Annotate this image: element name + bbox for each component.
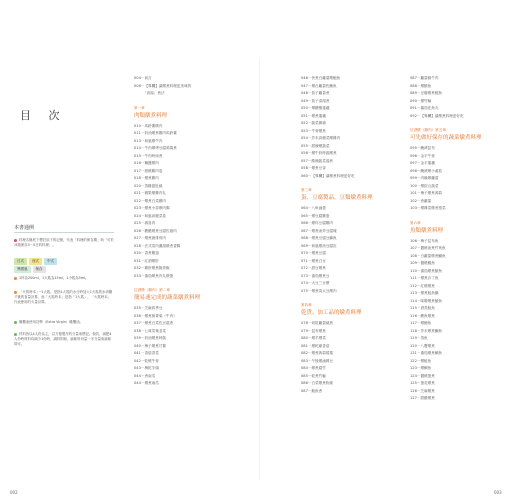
- toc-entry[interactable]: 015－牛肉時雨煮: [134, 153, 163, 158]
- toc-entry[interactable]: 068－燉煮豆腐豆鰺魚: [301, 236, 337, 240]
- red-dot-icon: [14, 239, 17, 242]
- legend-note-text: 材料皆以4人份為主，以方便製作的分量來標記。倘若，減肥4人份時材料均減少1份時，調料則和，調味料份量一半分量來調味即可。: [14, 332, 112, 346]
- toc-entry[interactable]: 052－蔬菜雜燴: [301, 121, 326, 125]
- toc-entry[interactable]: 043－梅乾芋頭: [134, 366, 159, 370]
- page-number-right: 003: [494, 490, 502, 495]
- toc-entry[interactable]: 032－雞肝燉煮脆青椒: [134, 266, 170, 270]
- toc-entry[interactable]: 016－麵醬燉肉: [134, 161, 159, 165]
- orange-dot-icon: [14, 277, 17, 280]
- chapter-title: 可先做好保存的蔬菜燉煮料理: [410, 135, 482, 141]
- toc-entry[interactable]: 036－燉煮蕪菁葉（牛肉）: [134, 313, 177, 318]
- toc-entry[interactable]: 092－【專欄】讓燉煮料理更好吃: [410, 113, 464, 118]
- toc-entry[interactable]: 119－蒸魚: [410, 336, 428, 340]
- toc-entry[interactable]: 031－紅酒燉肝: [134, 258, 159, 263]
- legend-note-text: 1杯為200ml，1大匙為15ml，1小匙為5ml。: [19, 276, 89, 280]
- toc-entry[interactable]: 023－燉煮小蒜燉肉腸: [134, 206, 170, 210]
- tag-chinese: 中式: [44, 258, 57, 265]
- toc-entry[interactable]: 103－燉雜菜燉煮根菜: [410, 206, 446, 210]
- toc-entry[interactable]: 107－醬燒油煮竹莢魚: [410, 246, 446, 250]
- toc-entry[interactable]: 037－燉煮白菜佐豆腐煮: [134, 321, 174, 325]
- toc-entry[interactable]: 021－蘋果燉雞肉丸: [134, 191, 167, 195]
- toc-entry[interactable]: 097－金平蓮藕: [410, 161, 435, 165]
- toc-entry[interactable]: 033－番茄燉煮肉丸燉蛋: [134, 273, 174, 278]
- chapter-title: 魚類燉煮料理: [410, 227, 444, 234]
- toc-entry[interactable]: 084－燉煮腐竹: [301, 366, 326, 370]
- legend-note-text: 「火的時本」─1大匙，是指1大匙的水分時加入1大匙的水到剛才後的食量計算，而「大匙時本」是指「1大匙」，「大匙時本」代表使用的火量計算。: [14, 290, 113, 304]
- toc-entry[interactable]: 050－燉糖醋蓮藕: [301, 106, 330, 110]
- toc-entry[interactable]: 121－番茄燉煮鯛魚: [410, 351, 443, 355]
- toc-entry[interactable]: 102－煮蘿蔔: [410, 198, 432, 203]
- legend-note-text: 橄欖油使用初榨（Extra Virgin）橄欖油。: [19, 320, 83, 324]
- legend-tags-row-2: [14, 266, 46, 273]
- toc-entry[interactable]: 018－燉煮雞肉: [134, 176, 159, 180]
- legend-box: [14, 224, 114, 346]
- toc-entry[interactable]: 090－燉竹輪: [410, 98, 432, 103]
- toc-entry[interactable]: 082－燉煮蒟蒻捲捲: [301, 351, 334, 355]
- orange-dot-icon: [14, 291, 17, 294]
- legend-note-5: [14, 332, 114, 347]
- toc-entry[interactable]: 091－蕃茄佐魚丸: [410, 106, 439, 110]
- toc-entry[interactable]: 100－燉綜合蔬菜: [410, 183, 439, 188]
- toc-entry[interactable]: 112－紅燒燉煮: [410, 283, 435, 288]
- toc-entry[interactable]: 「高湯」煮法: [134, 91, 165, 95]
- chapter-title: 簡易速完成的蔬菜燉煮料理: [134, 295, 201, 301]
- chapter-title: 肉類燉煮料理: [134, 112, 168, 119]
- toc-entry[interactable]: 074－大豆三豆燉: [301, 281, 330, 285]
- toc-entry[interactable]: 075－燉煮黃大豆燉肉: [301, 288, 337, 293]
- toc-entry[interactable]: 054－芥末高麗菜燉雞肉: [301, 136, 341, 140]
- toc-entry[interactable]: 086－白菜燉煮粉絲: [301, 381, 334, 385]
- toc-entry[interactable]: 109－醬燒鰈魚: [410, 261, 435, 265]
- tag-japanese: 日式: [14, 258, 27, 265]
- toc-entry[interactable]: 079－昆布燉煮: [301, 328, 326, 333]
- toc-entry[interactable]: 110－番茄燉煮鯖魚: [410, 268, 443, 273]
- toc-entry[interactable]: 064－八角滷蛋: [301, 206, 326, 210]
- toc-entry[interactable]: 058－燉煮豆芽: [301, 166, 326, 170]
- legend-note-2: [14, 276, 114, 281]
- toc-entry[interactable]: 035－芝麻四季豆: [134, 306, 163, 310]
- toc-entry[interactable]: 022－燉煮白菜雞肉: [134, 198, 167, 203]
- legend-note-text: 料理名稱底下標註如下的記號，代表「料理的保存期」與「可於冰箱保存3～5日的料理」。: [14, 238, 114, 247]
- toc-entry[interactable]: 099－肉燥燉蘿蔔: [410, 176, 439, 180]
- toc-entry[interactable]: 051－燉煮蓮藕: [301, 113, 326, 118]
- toc-entry[interactable]: 073－番茄燉煮豆: [301, 273, 330, 278]
- toc-entry[interactable]: 013－和風燉牛肉: [134, 138, 163, 143]
- toc-entry[interactable]: 101－梅子燉煮蒟蒻: [410, 191, 443, 195]
- toc-entry[interactable]: 047－燉白蘿蔔佐鮪魚: [301, 83, 337, 88]
- tag-exotic: 異國風: [14, 266, 31, 273]
- toc-entry[interactable]: 071－燉煮白豆: [301, 258, 326, 263]
- toc-entry[interactable]: 089－豆瓣燉煮鱈魚: [410, 91, 443, 95]
- toc-spacer: [410, 120, 482, 127]
- toc-entry[interactable]: 010－馬鈴薯燉肉: [134, 123, 163, 128]
- toc-entry[interactable]: 117－燉鮪魚: [410, 321, 432, 325]
- page-number-left: 002: [10, 490, 18, 495]
- chapter-label: 第六章: [410, 220, 421, 225]
- toc-entry[interactable]: 098－醃漬燉小番茄: [410, 168, 443, 173]
- toc-column-2: [301, 75, 373, 395]
- tag-preserve: 保存: [33, 266, 46, 273]
- green-dot-icon: [14, 321, 17, 324]
- chapter-label: 第三章: [301, 188, 312, 192]
- toc-spacer: [301, 180, 373, 187]
- toc-entry[interactable]: 026－糖醋燉煮豆腐佐豬肉: [134, 228, 177, 233]
- toc-entry[interactable]: 078－切乾蘿蔔絲煮: [301, 321, 334, 325]
- toc-entry[interactable]: 067－燉煮油炸豆腐塊: [301, 228, 337, 233]
- toc-entry[interactable]: 040－梅子燉煮甘薯: [134, 343, 167, 348]
- chapter-title: 乾貨、加工品的燉煮料理: [301, 310, 362, 316]
- toc-entry[interactable]: 024－和風高麗菜卷: [134, 213, 167, 218]
- toc-entry[interactable]: 056－燉牛奶時蔬燉煮: [301, 151, 337, 155]
- toc-entry[interactable]: 118－芥末燉煮鰤魚: [410, 328, 443, 333]
- toc-entry[interactable]: 124－醬燒蛋煮: [410, 373, 435, 378]
- toc-entry[interactable]: 011－奶油燉煮雞肉馬鈴薯: [134, 131, 177, 135]
- toc-entry[interactable]: 065－燉豆腐雞蛋: [301, 213, 330, 218]
- toc-entry[interactable]: 017－照燒雞肉卷: [134, 168, 163, 173]
- toc-entry[interactable]: 020－蒸雞翅肚絲: [134, 183, 163, 188]
- toc-entry[interactable]: 116－鰹魚燉煮: [410, 313, 435, 318]
- toc-entry[interactable]: 088－燉鯖魚: [410, 83, 432, 88]
- toc-entry[interactable]: 053－牛蒡燉煮: [301, 128, 326, 133]
- toc-entry[interactable]: 126－芝麻燉煮: [410, 388, 435, 393]
- toc-entry[interactable]: 085－乾煮竹輪: [301, 373, 326, 378]
- legend-tags-row-1: [14, 258, 57, 265]
- toc-entry[interactable]: 120－八寶燉煮: [410, 343, 435, 348]
- tag-western: 西式: [29, 258, 42, 265]
- toc-entry[interactable]: 114－味噌燉煮鯖魚: [410, 298, 443, 303]
- toc-entry[interactable]: 080－燉羊栖菜: [301, 336, 326, 340]
- toc-entry[interactable]: 111－燉煮沙丁魚: [410, 276, 439, 280]
- toc-entry[interactable]: 125－蛋花燉煮: [410, 381, 435, 385]
- toc-entry[interactable]: 046－快煮白蘿蔔燉鮑魚: [301, 76, 341, 80]
- toc-entry[interactable]: 044－燉煮南瓜: [134, 381, 159, 385]
- toc-entry[interactable]: 039－奶油燉煮時蔬: [134, 336, 167, 340]
- toc-entry[interactable]: 115－酒蒸鮭魚: [410, 306, 435, 310]
- page-spine: [259, 60, 260, 480]
- toc-entry[interactable]: 025－壽喜肉: [134, 221, 156, 225]
- toc-entry[interactable]: 028－法式菜肉濃湯燉煮香腸: [134, 243, 181, 248]
- toc-entry[interactable]: 072－甜豆燉煮: [301, 266, 326, 270]
- toc-entry[interactable]: 038－七味菜葉韭菜: [134, 328, 167, 333]
- toc-entry[interactable]: 014－牛肉燉烤豆腐蒟蒻煮: [134, 146, 177, 150]
- legend-divider: [14, 232, 114, 233]
- legend-note-4: [14, 320, 114, 325]
- toc-entry[interactable]: 048－茄子蘿蔔煮: [301, 91, 330, 95]
- toc-entry[interactable]: 108－白蘿蔔燉煮鰤魚: [410, 253, 446, 258]
- chapter-title: 蛋、豆腐製品、豆類燉煮料理: [301, 195, 373, 201]
- toc-entry[interactable]: 122－燉鮭魚: [410, 358, 432, 363]
- chapter-label: 紅酒燉（雞肉）第五章: [410, 128, 446, 132]
- toc-entry[interactable]: 127－甜醋燉煮: [410, 396, 435, 400]
- toc-entry[interactable]: 081－燉乾燥香菇: [301, 343, 330, 348]
- toc-entry[interactable]: 096－金平牛蒡: [410, 153, 435, 158]
- toc-entry[interactable]: 083－午後燉滷雜豆: [301, 358, 334, 363]
- toc-entry[interactable]: 087－蘿蔔絲牛肉: [410, 76, 439, 80]
- toc-entry[interactable]: 042－乾燒牛蒡: [134, 358, 159, 363]
- toc-column-1: [134, 75, 200, 388]
- toc-entry[interactable]: 087－魷魚煮: [301, 388, 323, 393]
- toc-entry[interactable]: 069－和風燉油豆腐皮: [301, 243, 337, 248]
- toc-entry[interactable]: 004－前言: [134, 76, 152, 80]
- toc-entry[interactable]: 060－【專欄】讓燉煮料理更好吃: [301, 173, 355, 178]
- toc-column-3: [410, 75, 482, 403]
- toc-spacer: [410, 213, 482, 220]
- toc-entry[interactable]: 123－燉鯛魚: [410, 366, 432, 370]
- legend-note-1: [14, 238, 114, 248]
- toc-entry[interactable]: 044－煮南瓜: [134, 373, 156, 378]
- toc-entry[interactable]: 106－梅子昆布魚: [410, 238, 439, 243]
- toc-entry[interactable]: 066－燉炸豆腐雞肉: [301, 221, 334, 225]
- toc-entry[interactable]: 030－香煮雞翅: [134, 251, 159, 255]
- legend-title: 本書通例: [14, 225, 35, 231]
- toc-spacer: [134, 98, 200, 105]
- legend-note-3: [14, 290, 114, 305]
- toc-entry[interactable]: 113－燉煮鮭魚鍋: [410, 291, 439, 295]
- toc-spacer: [134, 280, 200, 287]
- toc-entry[interactable]: 041－香菇香菜: [134, 351, 159, 355]
- toc-entry[interactable]: 057－酸辣蔬菜湯煮: [301, 158, 334, 163]
- green-dot-icon: [14, 333, 17, 336]
- toc-entry[interactable]: 055－甜辣燉蔬菜: [301, 143, 330, 148]
- toc-entry[interactable]: 095－醃漬昆布: [410, 146, 435, 150]
- toc-entry[interactable]: 006－【專欄】讓燉煮料理更美味的: [134, 83, 192, 88]
- toc-spacer: [301, 295, 373, 302]
- chapter-label: 紅酒燉（雞肉）第二章: [134, 288, 170, 292]
- toc-entry[interactable]: 049－茄子清湯煮: [301, 98, 330, 103]
- toc-entry[interactable]: 070－燉煮豆腐: [301, 251, 326, 255]
- page-title: 目 次: [20, 109, 67, 122]
- toc-entry[interactable]: 027－燉煮豬排骨肉: [134, 236, 167, 240]
- chapter-label: 第四章: [301, 303, 312, 307]
- chapter-label: 第一章: [134, 105, 145, 110]
